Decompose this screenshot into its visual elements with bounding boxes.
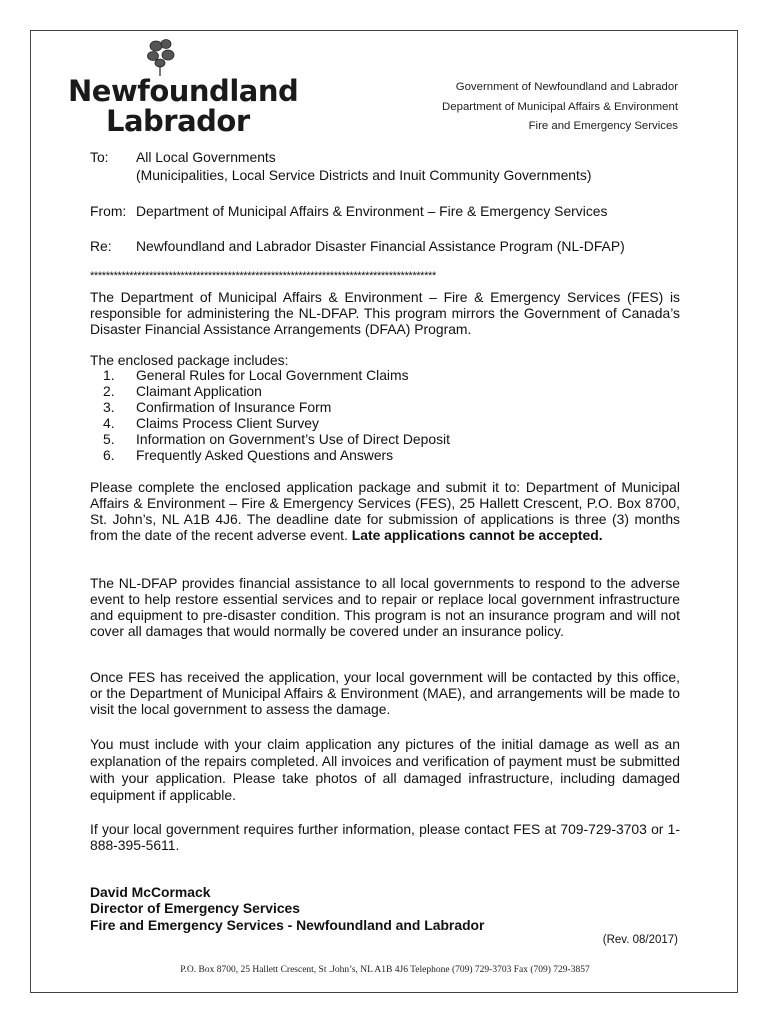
- list-item-number: 3.: [103, 398, 115, 415]
- contact-process-paragraph: Once FES has received the application, your local government will be contacted by this office, or the Department of Municipal Affairs & Environment (MAE), and arrangements will be made to visit the local government to assess the damage.: [90, 669, 680, 717]
- list-item-text: Information on Government’s Use of Direct Deposit: [136, 430, 450, 447]
- letterhead-division: Fire and Emergency Services: [528, 120, 678, 132]
- list-item-number: 4.: [103, 414, 115, 431]
- letterhead: [442, 78, 678, 137]
- logo-text-newfoundland: Newfoundland: [68, 74, 299, 108]
- list-item: [103, 416, 450, 432]
- memo-from-value: Department of Municipal Affairs & Environment – Fire & Emergency Services: [136, 203, 608, 219]
- signatory-title: Director of Emergency Services: [90, 900, 301, 917]
- separator-line: ****************************************************************************************: [90, 270, 436, 282]
- submission-text: Please complete the enclosed application package and submit it to: Department of Municipal Affairs & Environment – Fire & Emergency Services (FES), 25 Hallett Crescent, P.O. Box 8700, St. John’s, NL A1B 4J6. The deadline date for submission of applications is three (3) months from the date of the recent adverse event.: [90, 479, 680, 543]
- list-item-number: 6.: [103, 446, 115, 463]
- list-item: [103, 400, 450, 416]
- list-item: [103, 384, 450, 400]
- list-item-number: 5.: [103, 430, 115, 447]
- package-list: [103, 368, 450, 463]
- memo-re: [90, 237, 625, 255]
- submission-paragraph: [90, 480, 680, 544]
- memo-from: [90, 202, 608, 220]
- pitcher-plant-icon: [144, 36, 180, 76]
- logo-text-labrador: Labrador: [106, 104, 250, 138]
- revision-date: (Rev. 08/2017): [602, 934, 678, 946]
- government-logo: [68, 36, 299, 140]
- package-intro: The enclosed package includes:: [90, 352, 289, 368]
- list-item: [103, 432, 450, 448]
- list-item-text: General Rules for Local Government Claims: [136, 367, 409, 383]
- list-item-text: Confirmation of Insurance Form: [136, 398, 332, 415]
- letterhead-government: Government of Newfoundland and Labrador: [455, 81, 678, 93]
- signatory-organization: Fire and Emergency Services - Newfoundland and Labrador: [90, 916, 485, 933]
- letterhead-department: Department of Municipal Affairs & Environment: [442, 100, 678, 113]
- memo-re-value: Newfoundland and Labrador Disaster Financial Assistance Program (NL-DFAP): [136, 238, 625, 254]
- list-item: [103, 448, 450, 464]
- list-item-text: Frequently Asked Questions and Answers: [136, 446, 394, 463]
- memo-to-detail: (Municipalities, Local Service Districts and Inuit Community Governments): [136, 167, 592, 183]
- memo-to: [90, 148, 592, 183]
- memo-to-label: To:: [90, 149, 109, 165]
- memo-from-label: From:: [90, 203, 127, 219]
- pictures-paragraph: You must include with your claim application any pictures of the initial damage as well as an explanation of the repairs completed. All invoices and verification of payment must be submitted with your application. Please take photos of all damaged infrastructure, including damaged equipment if applicable.: [90, 736, 680, 803]
- signatory-name: David McCormack: [90, 884, 211, 900]
- list-item-number: 2.: [103, 382, 115, 399]
- memo-to-value: All Local Governments: [136, 149, 276, 165]
- footer-address: P.O. Box 8700, 25 Hallett Crescent, St .John’s, NL A1B 4J6 Telephone (709) 729-3703 Fax (709) 729-3857: [180, 965, 590, 975]
- intro-paragraph: The Department of Municipal Affairs & Environment – Fire & Emergency Services (FES) is responsible for administering the NL-DFAP. This program mirrors the Government of Canada’s Disaster Financial Assistance Arrangements (DFAA) Program.: [90, 289, 680, 337]
- further-info-paragraph: If your local government requires further information, please contact FES at 709-729-3703 or 1-888-395-5611.: [90, 821, 680, 853]
- list-item-text: Claims Process Client Survey: [136, 414, 319, 431]
- late-applications-warning: Late applications cannot be accepted.: [351, 526, 603, 543]
- memo-re-label: Re:: [90, 238, 112, 254]
- list-item: [103, 368, 450, 384]
- list-item-text: Claimant Application: [136, 382, 262, 399]
- list-item-number: 1.: [103, 367, 115, 383]
- signature-block: [90, 884, 484, 933]
- assistance-paragraph: The NL-DFAP provides financial assistance to all local governments to respond to the adverse event to help restore essential services and to repair or replace local government infrastructure and equipment to pre-disaster condition. This program is not an insurance program and will not cover all damages that would normally be covered under an insurance policy.: [90, 575, 680, 639]
